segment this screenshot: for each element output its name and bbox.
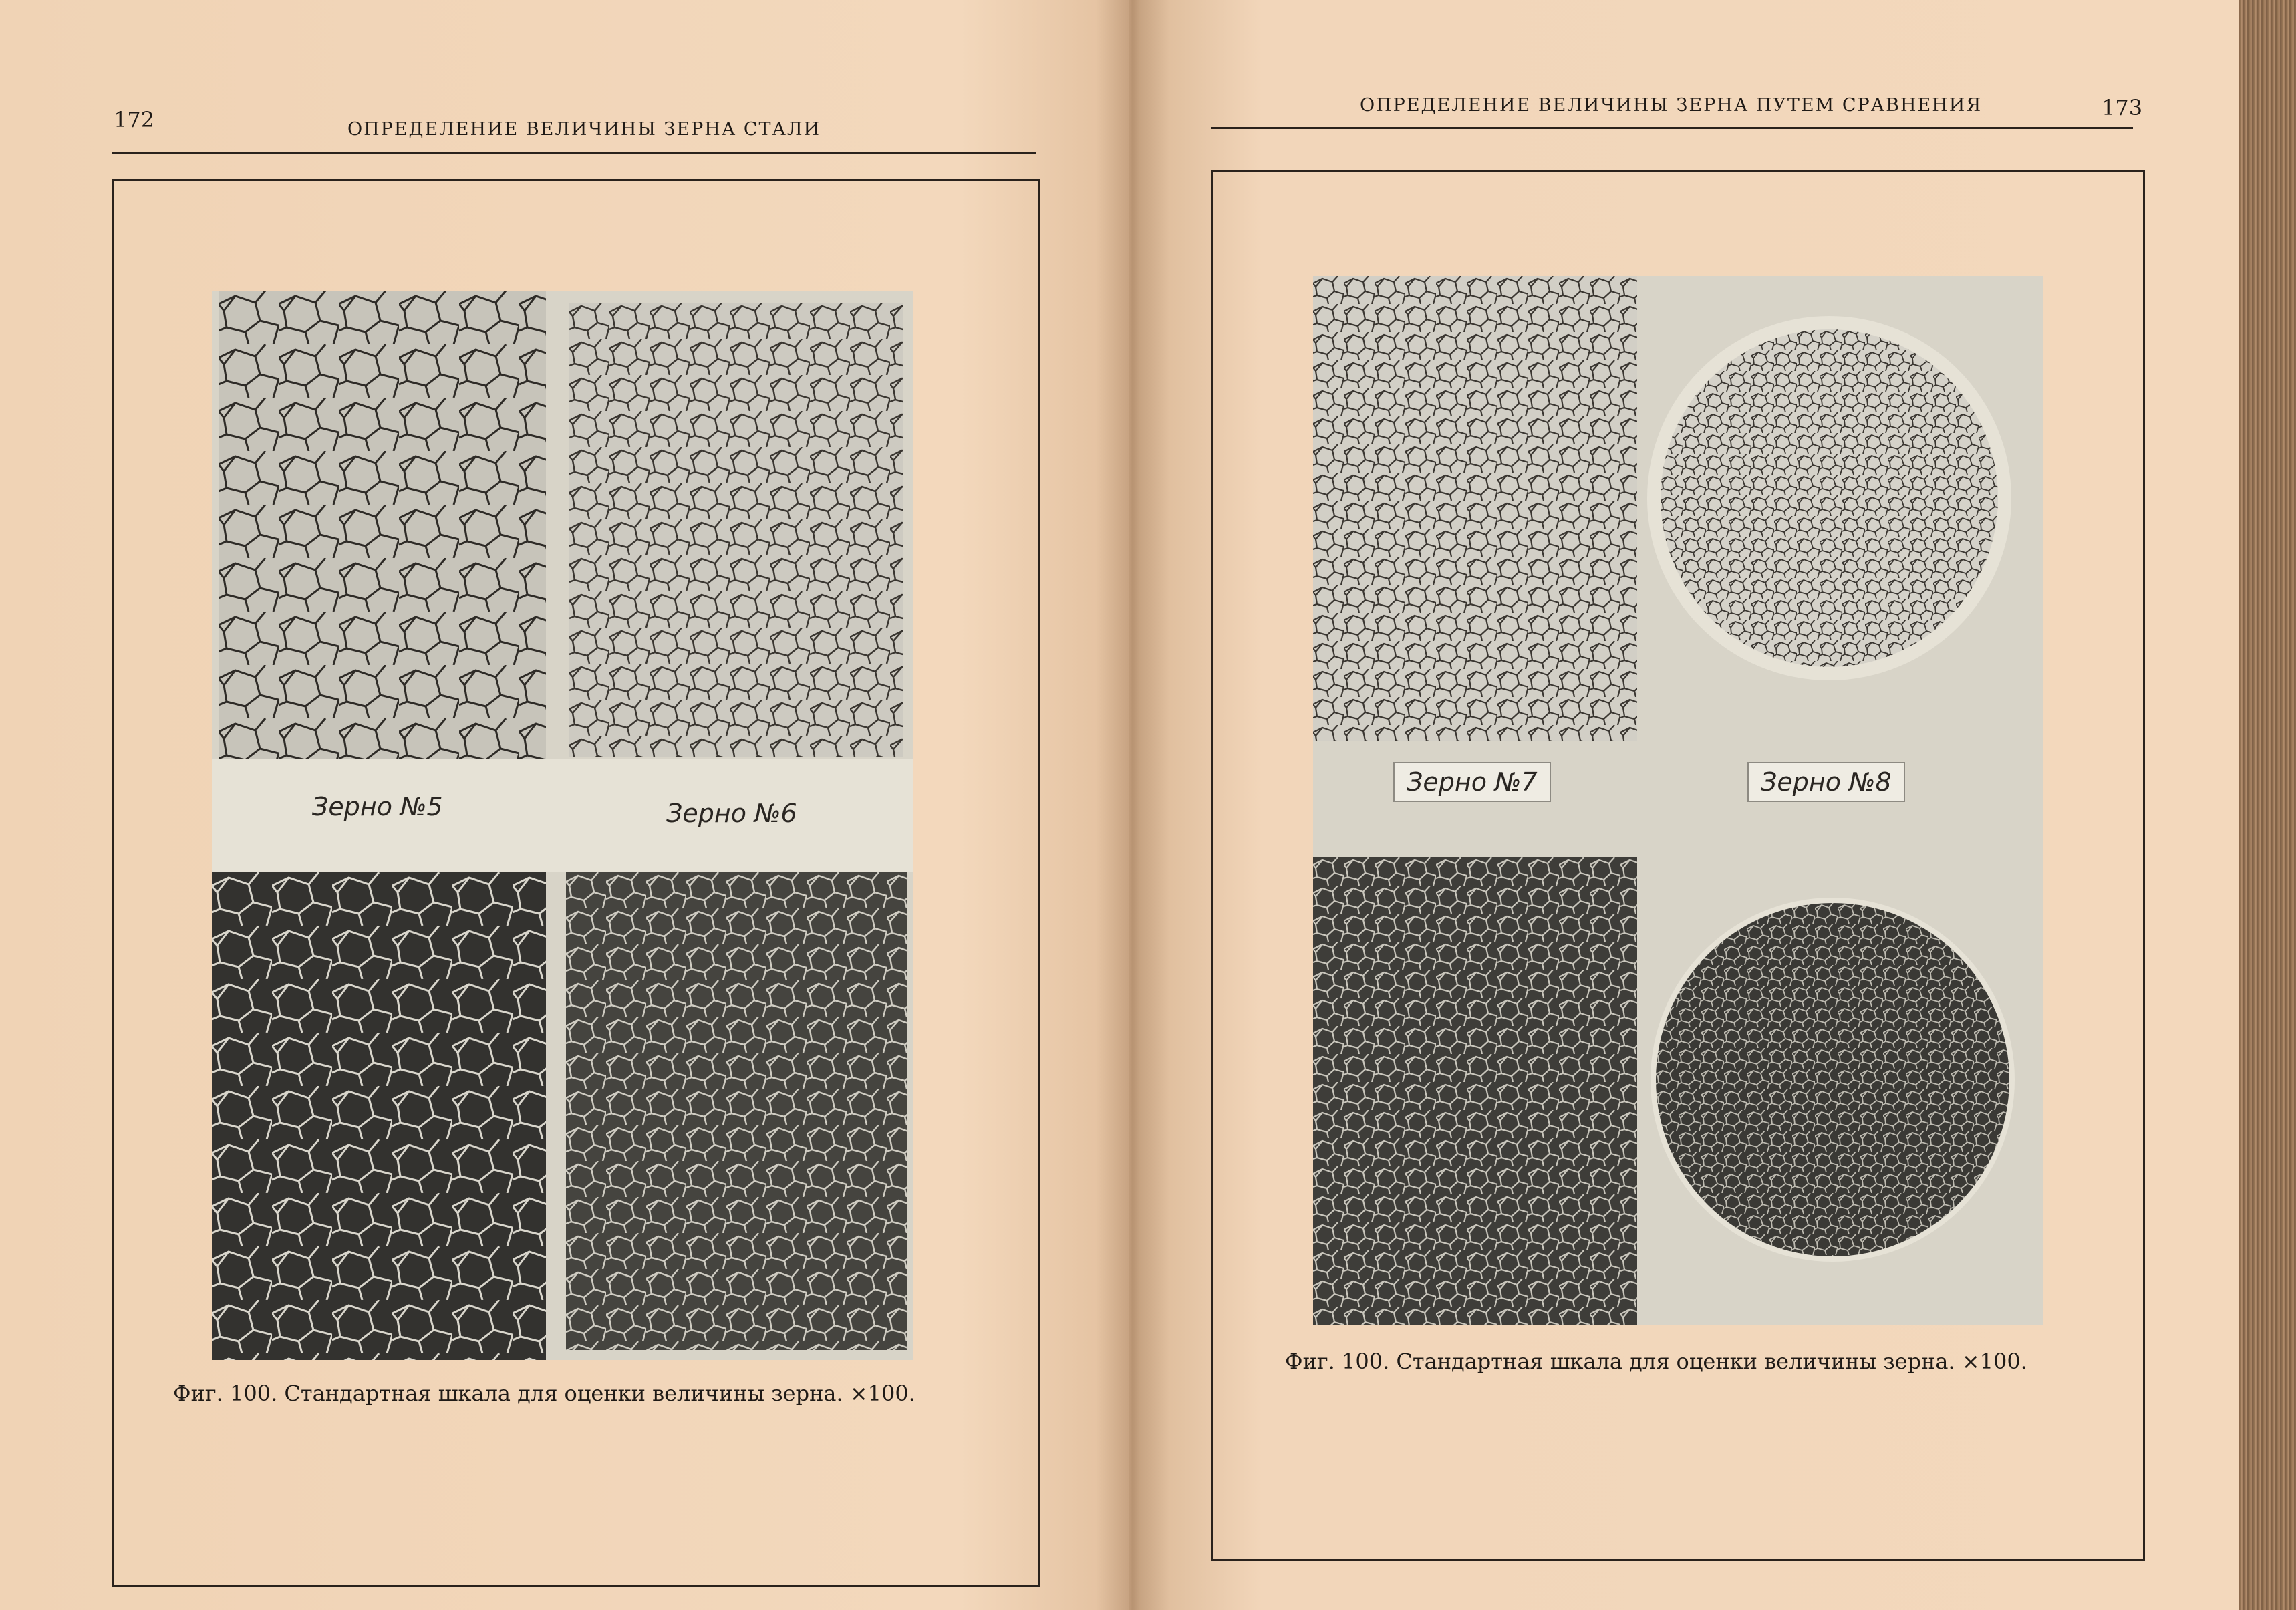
grain-5-dark-panel: [212, 872, 546, 1360]
grain-7-dark-panel: [1313, 857, 1637, 1325]
page-number: 173: [2102, 95, 2143, 120]
grain-7-label: Зерно №7: [1393, 767, 1551, 797]
grain-6-dark-panel: [566, 872, 907, 1350]
figure-frame: [112, 179, 1040, 1587]
grain-5-label: Зерно №5: [312, 792, 443, 821]
micrograph-plate: [212, 291, 913, 1360]
label-strip: [212, 759, 913, 872]
header-rule: [1211, 127, 2133, 129]
micrograph-plate: [1313, 276, 2043, 1325]
grain-8-dark-holder: [1651, 898, 2015, 1262]
figure-caption: Фиг. 100. Стандартная шкала для оценки величины зерна. ×100.: [1285, 1349, 2027, 1374]
page-edges: [2239, 0, 2296, 1610]
running-head: ОПРЕДЕЛЕНИЕ ВЕЛИЧИНЫ ЗЕРНА ПУТЕМ СРАВНЕНИЯ: [1360, 95, 1983, 116]
right-page: [1129, 0, 2239, 1610]
grain-8-label: Зерно №8: [1747, 767, 1905, 797]
grain-7-light-panel: [1313, 276, 1637, 741]
grain-6-label: Зерно №6: [666, 799, 797, 828]
grain-8-light-holder: [1647, 316, 2011, 680]
running-head: ОПРЕДЕЛЕНИЕ ВЕЛИЧИНЫ ЗЕРНА СТАЛИ: [347, 119, 821, 140]
figure-frame: [1211, 170, 2145, 1561]
grain-5-light-panel: [219, 291, 546, 759]
header-rule: [112, 152, 1036, 154]
left-page: [0, 0, 1129, 1610]
grain-8-dark-circle: [1656, 903, 2009, 1256]
page-number: 172: [114, 107, 155, 132]
grain-6-light-panel: [569, 303, 903, 757]
figure-caption: Фиг. 100. Стандартная шкала для оценки величины зерна. ×100.: [173, 1381, 915, 1406]
grain-8-light-circle: [1661, 329, 1998, 667]
